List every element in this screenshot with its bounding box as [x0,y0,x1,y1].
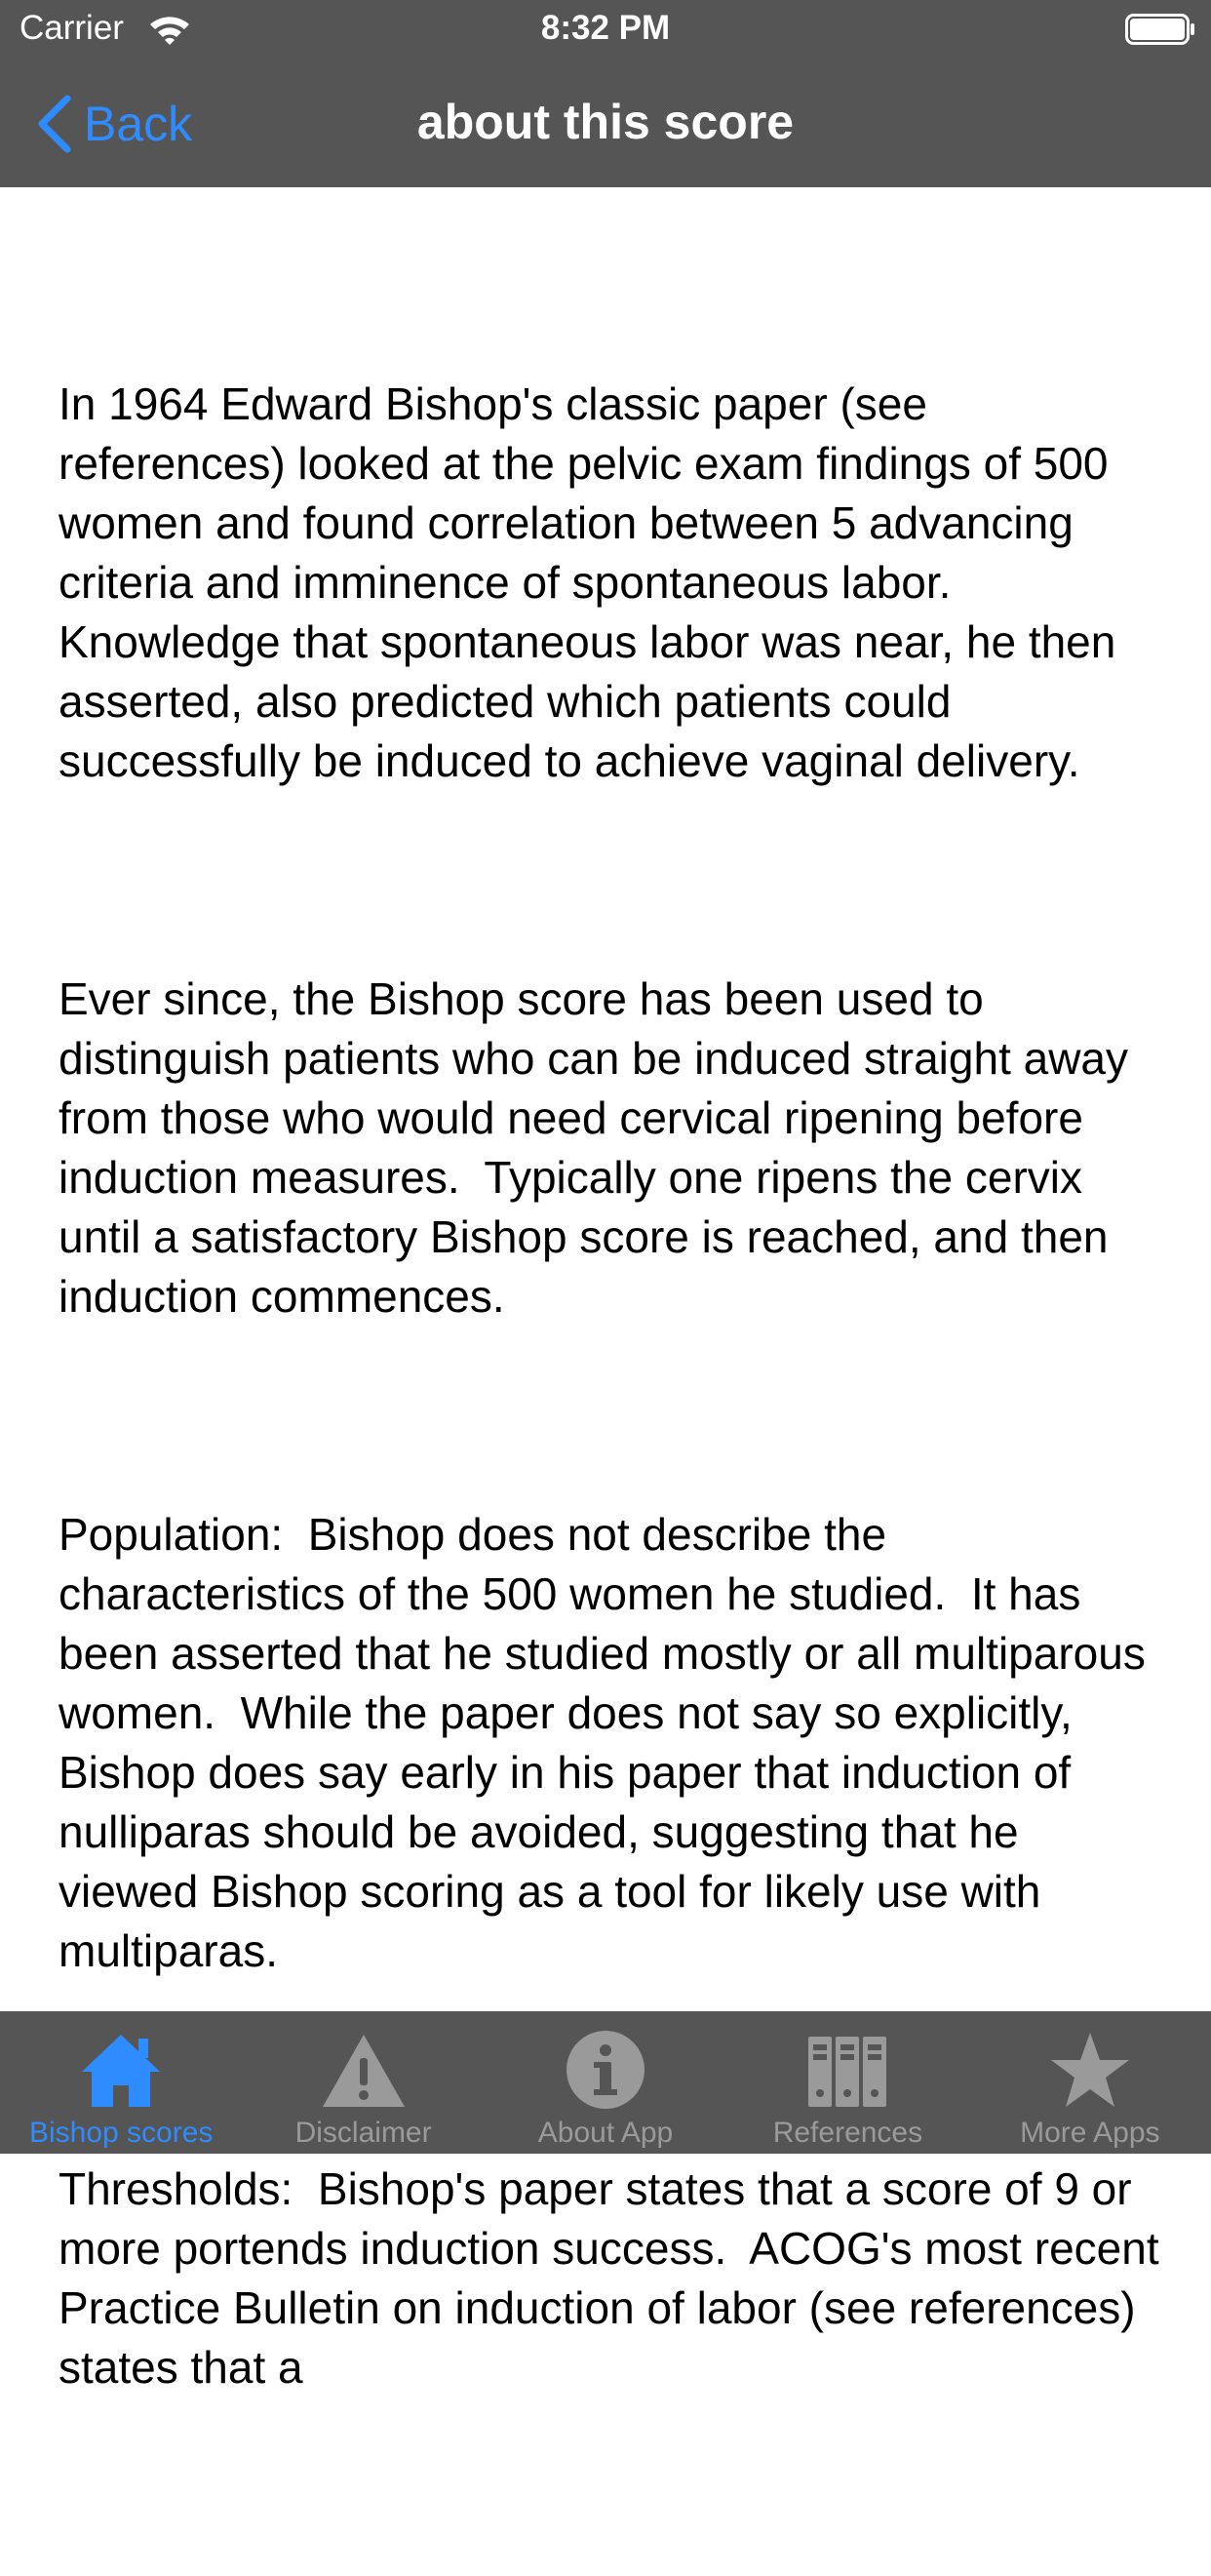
page-title: about this score [416,95,795,149]
info-icon [561,2029,650,2111]
tab-references[interactable] [726,2011,968,2154]
tab-label: Disclaimer [294,2117,432,2149]
tab-label: About App [537,2117,674,2149]
battery-icon [1125,14,1195,45]
paragraph-population: Population: Bishop does not describe the characteristics of the 500 women he studied. It has been asserted that he studied mostly or all multiparous women. While the paper does not say so explicitly, Bishop does say early in his paper that induction of nulliparas should be avoided, suggesting that he viewed Bishop scoring as a tool for likely use with multiparas. [59,1509,1158,1976]
tab-label: Bishop scores [28,2117,214,2149]
tab-disclaimer[interactable] [242,2011,484,2154]
warning-icon [319,2029,409,2111]
paragraph-usage: Ever since, the Bishop score has been used to distinguish patients who can be induced straight away from those who would need cervical ripening before induction measures. Typically one ripens the cervix until a satisfactory Bishop score is reached, and then induction commences. [59,973,1141,1322]
paragraph-history: In 1964 Edward Bishop's classic paper (see references) looked at the pelvic exam findings of 500 women and found correlation between 5 advancing criteria and imminence of spontaneous labor. Knowledge that spontaneous labor was near, he then asserted, also predicted which patients could successfully be induced to achieve vaginal delivery. [59,378,1129,786]
status-bar [0,0,1211,60]
tab-more-apps[interactable] [969,2011,1211,2154]
tab-about-app[interactable] [485,2011,726,2154]
top-bar [0,0,1211,187]
tab-label: More Apps [1020,2117,1160,2149]
carrier-label: Carrier [20,9,124,47]
binders-icon [802,2029,892,2111]
tab-label: References [772,2117,923,2149]
tab-bishop-scores[interactable] [0,2011,242,2154]
about-score-text [59,256,1172,2576]
home-icon [76,2029,166,2111]
tab-bar [0,2011,1211,2154]
paragraph-thresholds: Thresholds: Bishop's paper states that a score of 9 or more portends induction success. ACOG's most recent Practice Bulletin on induction of labor (see references) states that a [59,2163,1172,2393]
star-icon [1045,2029,1135,2111]
status-time: 8:32 PM [540,9,671,47]
back-label: Back [84,97,193,151]
navigation-bar [0,60,1211,187]
